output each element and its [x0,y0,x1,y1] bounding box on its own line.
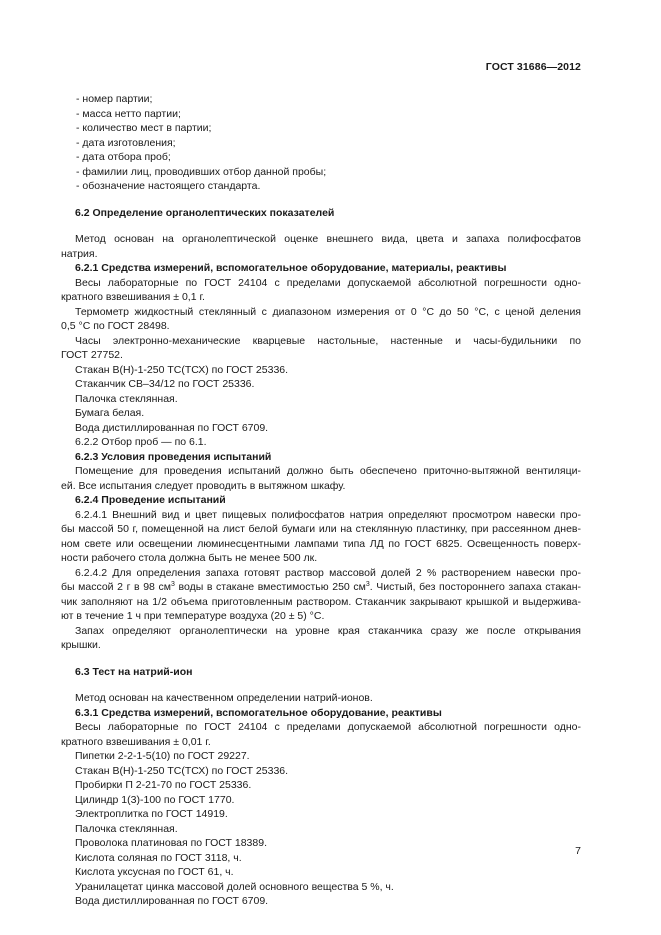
text-line: ности рабочего стола должна быть не менее 500 лк. [61,552,318,564]
text-line: Запах определяют органолептически на уровне края стаканчика сразу же после открывания [75,624,581,637]
text-line: кратного взвешивания ± 0,01 г. [61,735,211,748]
list-item: Пробирки П 2-21-70 по ГОСТ 25336. [75,779,252,791]
text-line: 6.2.4.2 Для определения запаха готовят раствор массовой долей 2 % растворением навески про- [75,566,581,579]
text-line: ном свете или освещении люминесцентными лампами типа ЛД по ГОСТ 6825. Освещенность поверх- [61,537,581,550]
text-line: ют в течение 1 ч при температуре воздуха (20 ± 5) °С. [61,610,325,622]
list-item: Кислота уксусная по ГОСТ 61, ч. [75,866,234,878]
list-item: Уранилацетат цинка массовой долей основного вещества 5 %, ч. [75,880,394,893]
text-fragment: воды в стакане вместимостью 250 см [174,581,366,593]
scales-paragraph [61,276,581,305]
superscript: 3 [170,581,175,588]
text-line: крышки. [61,639,101,651]
page-number: 7 [575,845,581,857]
list-item: Кислота соляная по ГОСТ 3118, ч. [75,851,242,864]
list-item: 6.2.2 Отбор проб — по 6.1. [75,436,207,448]
text-line: чик заполняют на 1/2 объема приготовленным раствором. Стаканчик закрывают крышкой и выдержива- [61,595,581,608]
section-6-2-1-title: 6.2.1 Средства измерений, вспомогательное оборудование, материалы, реактивы [75,262,507,274]
paragraph-6-2-4-2 [61,566,581,624]
list-item: - номер партии; [76,93,153,105]
text-line: бы массой 50 г, помещенной на лист белой бумаги или на стеклянную пластинку, при рассеянном днев- [61,523,581,535]
list-item: - фамилии лиц, проводивших отбор данной пробы; [76,165,327,178]
list-item: Вода дистиллированная по ГОСТ 6709. [75,421,269,434]
equipment-list-6-2 [61,363,581,450]
list-item: Стакан В(Н)-1-250 ТС(ТСХ) по ГОСТ 25336. [75,363,289,376]
text-fragment: . Чистый, без постороннего запаха стакан- [369,581,582,593]
text-line: Метод основан на органолептической оценке внешнего вида, цвета и запаха полифосфатов [75,233,581,245]
list-item: Стакан В(Н)-1-250 ТС(ТСХ) по ГОСТ 25336. [75,764,289,777]
list-item: Проволока платиновая по ГОСТ 18389. [75,837,267,849]
smell-paragraph [61,624,581,653]
scales-paragraph-6-3 [61,720,581,749]
list-item: Бумага белая. [75,407,145,419]
section-6-3-title: 6.3 Тест на натрий-ион [75,665,193,678]
section-6-3-intro: Метод основан на качественном определении натрий-ионов. [75,692,373,704]
list-item: - обозначение настоящего стандарта. [76,180,261,192]
text-line: 0,5 °С по ГОСТ 28498. [61,320,170,332]
text-line: Часы электронно-механические кварцевые настольные, настенные и часы-будильники по [75,334,581,347]
section-6-2-title: 6.2 Определение органолептических показателей [75,206,335,219]
section-6-2-intro [61,232,581,261]
text-line: Термометр жидкостный стеклянный с диапазоном измерения от 0 °С до 50 °С, с ценой деления [75,305,581,318]
list-item: Электроплитка по ГОСТ 14919. [75,808,228,820]
list-item: Палочка стеклянная. [75,392,178,405]
list-item: Стаканчик СВ–34/12 по ГОСТ 25336. [75,378,255,390]
batch-info-list [61,92,581,194]
text-line: Весы лабораторные по ГОСТ 24104 с пределами допускаемой абсолютной погрешности одно- [75,276,581,289]
list-item: Палочка стеклянная. [75,822,178,835]
superscript: 3 [365,581,370,588]
list-item: - дата изготовления; [76,136,176,149]
list-item: Цилиндр 1(3)-100 по ГОСТ 1770. [75,793,235,806]
list-item: - дата отбора проб; [76,151,171,163]
section-6-2-4-title: 6.2.4 Проведение испытаний [75,494,226,506]
section-6-3-1-title: 6.3.1 Средства измерений, вспомогательное оборудование, реактивы [75,706,442,719]
section-6-2-3-title: 6.2.3 Условия проведения испытаний [75,450,272,463]
text-line: Весы лабораторные по ГОСТ 24104 с пределами допускаемой абсолютной погрешности одно- [75,721,581,733]
text-line: Помещение для проведения испытаний должно быть обеспечено приточно-вытяжной вентиляци- [75,465,581,477]
text-line: кратного взвешивания ± 0,1 г. [61,291,205,303]
text-line: ей. Все испытания следует проводить в вытяжном шкафу. [61,479,346,492]
standard-header: ГОСТ 31686—2012 [485,61,581,73]
thermometer-paragraph [61,305,581,334]
text-line: натрия. [61,247,98,260]
list-item: - количество мест в партии; [76,122,212,134]
document-body [61,92,581,909]
room-paragraph [61,464,581,493]
list-item: - масса нетто партии; [76,107,181,120]
equipment-list-6-3 [61,749,581,909]
text-line: ГОСТ 27752. [61,349,123,361]
text-fragment: бы массой 2 г в 98 см [61,581,171,593]
text-line: 6.2.4.1 Внешний вид и цвет пищевых полифосфатов натрия определяют просмотром навески про- [75,508,581,521]
clock-paragraph [61,334,581,363]
text-line [61,580,581,595]
paragraph-6-2-4-1 [61,508,581,566]
list-item: Вода дистиллированная по ГОСТ 6709. [75,895,269,907]
list-item: Пипетки 2-2-1-5(10) по ГОСТ 29227. [75,750,250,762]
